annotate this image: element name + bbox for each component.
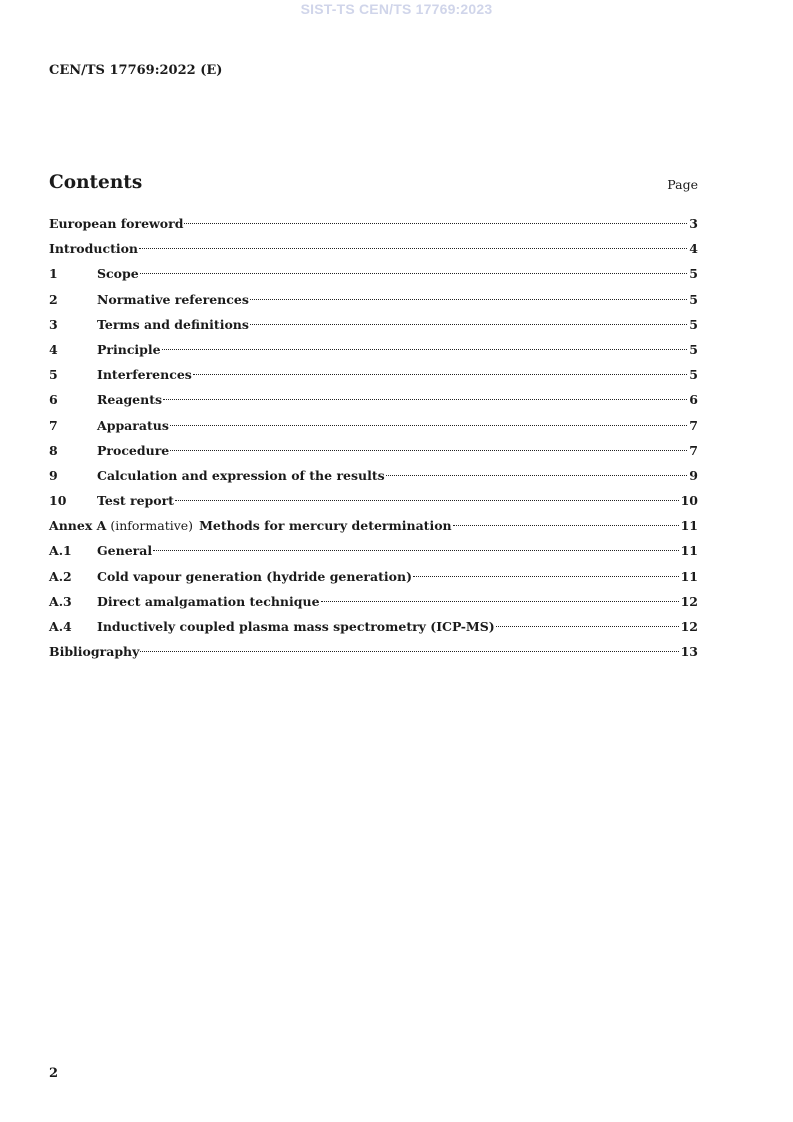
toc-entry-title: Interferences <box>97 367 192 383</box>
toc-entry[interactable] <box>49 290 698 315</box>
page-number: 2 <box>49 1066 59 1081</box>
toc-entry-title: Direct amalgamation technique <box>97 593 320 609</box>
dot-leader <box>140 273 688 274</box>
toc-entry-title: Apparatus <box>97 417 169 433</box>
toc-entry-page: 12 <box>680 619 698 634</box>
toc-entry-title: Principle <box>97 341 161 357</box>
dot-leader <box>321 601 679 602</box>
toc-entry-number: 9 <box>49 467 58 483</box>
toc-entry[interactable] <box>49 264 698 289</box>
toc-entry-title <box>49 516 452 536</box>
dot-leader <box>184 223 687 224</box>
toc-entry-page: 11 <box>680 543 698 559</box>
toc-entry[interactable] <box>49 315 698 340</box>
dot-leader <box>162 349 688 350</box>
annex-note: (informative) <box>110 518 194 534</box>
watermark: SIST-TS CEN/TS 17769:2023 <box>300 1 493 17</box>
table-of-contents <box>49 214 698 667</box>
toc-entry[interactable] <box>49 466 698 491</box>
dot-leader <box>170 425 687 426</box>
toc-entry-title: Bibliography <box>49 644 140 660</box>
toc-entry-page: 7 <box>689 417 698 433</box>
toc-entry-number: 10 <box>49 493 67 509</box>
toc-entry-number: 2 <box>49 291 58 307</box>
toc-entry[interactable] <box>49 541 698 566</box>
toc-entry-number: A.2 <box>49 568 72 584</box>
toc-entry-page: 3 <box>689 216 698 231</box>
document-identifier: CEN/TS 17769:2022 (E) <box>49 63 223 78</box>
page-column-label: Page <box>667 177 698 192</box>
annex-label: Annex A <box>49 518 107 534</box>
toc-entry-number: 6 <box>49 392 58 408</box>
toc-entry-page: 12 <box>680 593 698 609</box>
toc-entry-page: 13 <box>680 644 698 660</box>
toc-entry[interactable] <box>49 441 698 466</box>
toc-entry[interactable] <box>49 416 698 441</box>
toc-entry-title: Calculation and expression of the results <box>97 467 385 483</box>
toc-entry-page: 11 <box>680 518 698 534</box>
toc-entry-title: Introduction <box>49 241 139 257</box>
dot-leader <box>250 299 687 300</box>
toc-entry-number: A.3 <box>49 593 72 609</box>
toc-entry-page: 11 <box>680 568 698 584</box>
toc-entry-title: Cold vapour generation (hydride generation) <box>97 568 412 584</box>
annex-title: Methods for mercury determination <box>199 518 452 534</box>
dot-leader <box>496 626 679 627</box>
dot-leader <box>386 475 688 476</box>
dot-leader <box>193 374 687 375</box>
toc-entry-title: European foreword <box>49 216 184 231</box>
toc-entry-page: 4 <box>689 241 698 257</box>
toc-entry[interactable] <box>49 592 698 617</box>
dot-leader <box>140 651 678 652</box>
toc-entry-page: 5 <box>689 341 698 357</box>
toc-entry-page: 7 <box>689 442 698 458</box>
toc-entry-title: Terms and definitions <box>97 316 249 332</box>
toc-entry-number: 4 <box>49 341 58 357</box>
toc-entry-title: Test report <box>97 493 174 509</box>
dot-leader <box>175 500 679 501</box>
toc-entry[interactable] <box>49 239 698 264</box>
toc-entry-title: Procedure <box>97 442 170 458</box>
dot-leader <box>170 450 687 451</box>
toc-entry[interactable] <box>49 567 698 592</box>
toc-entry-number: A.4 <box>49 619 72 634</box>
dot-leader <box>250 324 687 325</box>
toc-entry[interactable] <box>49 516 698 541</box>
toc-entry-title: Reagents <box>97 392 163 408</box>
toc-entry-number: A.1 <box>49 543 72 559</box>
toc-entry-page: 6 <box>689 392 698 408</box>
toc-entry[interactable] <box>49 491 698 516</box>
toc-entry[interactable] <box>49 214 698 239</box>
dot-leader <box>139 248 687 249</box>
toc-entry[interactable] <box>49 390 698 415</box>
toc-entry-number: 7 <box>49 417 58 433</box>
dot-leader <box>153 550 678 551</box>
toc-entry-page: 5 <box>689 316 698 332</box>
toc-entry-number: 1 <box>49 266 58 282</box>
contents-heading: Contents <box>49 172 143 193</box>
toc-entry[interactable] <box>49 642 698 667</box>
toc-entry-number: 3 <box>49 316 58 332</box>
toc-entry-page: 5 <box>689 367 698 383</box>
dot-leader <box>453 525 679 526</box>
toc-entry-title: General <box>97 543 153 559</box>
toc-entry-number: 8 <box>49 442 58 458</box>
dot-leader <box>413 576 679 577</box>
toc-entry-page: 9 <box>689 467 698 483</box>
toc-entry-page: 5 <box>689 291 698 307</box>
toc-entry-title: Scope <box>97 266 139 282</box>
toc-entry-number: 5 <box>49 367 58 383</box>
toc-entry-page: 10 <box>680 493 698 509</box>
toc-entry[interactable] <box>49 365 698 390</box>
toc-entry-title: Inductively coupled plasma mass spectrometry (ICP-MS) <box>97 619 495 634</box>
toc-entry-page: 5 <box>689 266 698 282</box>
toc-entry[interactable] <box>49 617 698 642</box>
toc-entry[interactable] <box>49 340 698 365</box>
dot-leader <box>163 399 687 400</box>
toc-entry-title: Normative references <box>97 291 249 307</box>
